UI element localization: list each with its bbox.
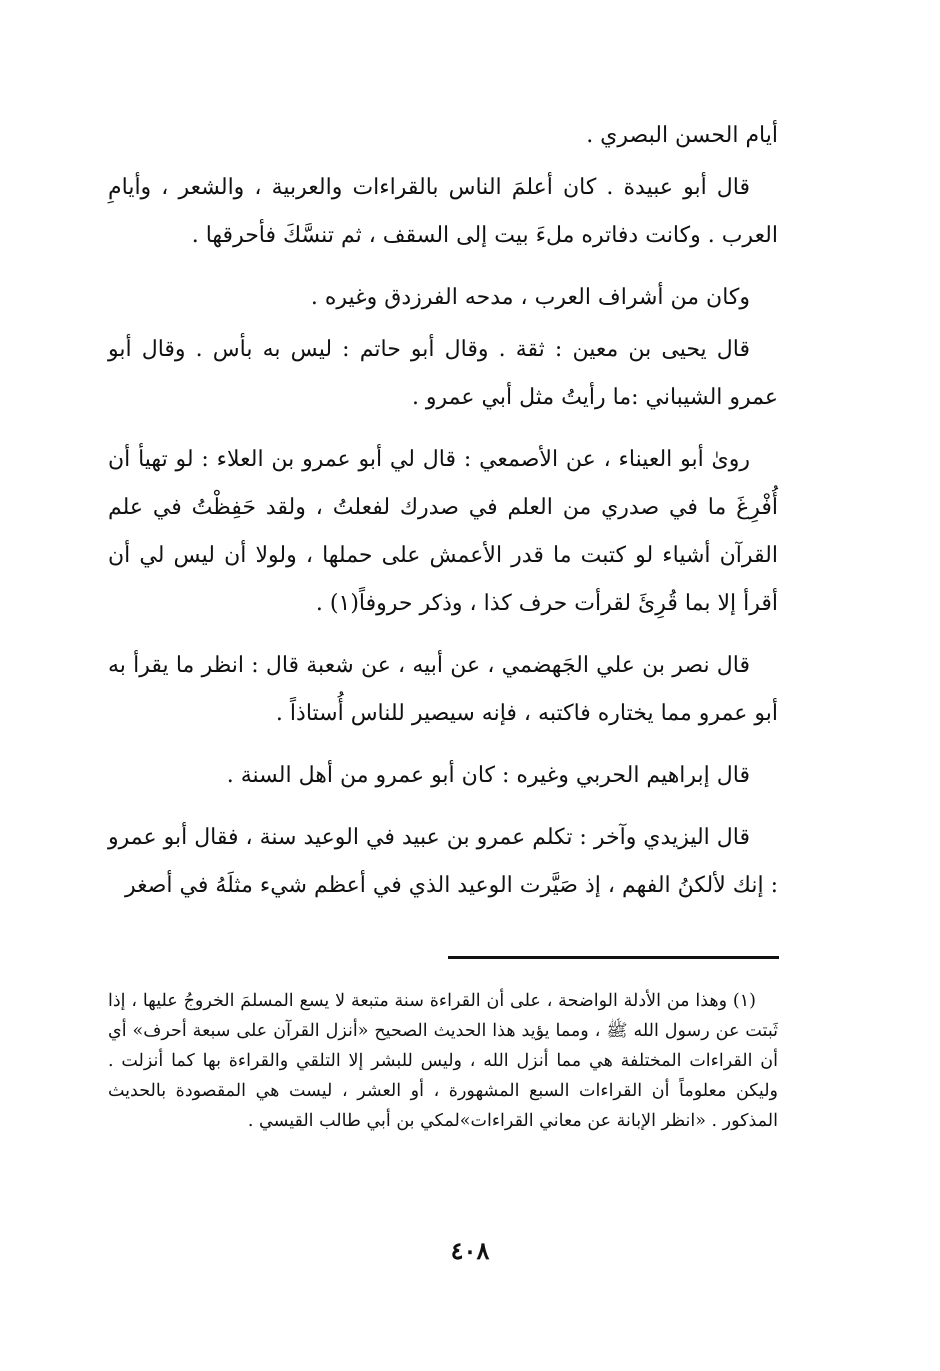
paragraph-ibrahim-harbi: قال إبراهيم الحربي وغيره : كان أبو عمرو من أهل السنة . — [226, 763, 750, 788]
footnote-1: (١) وهذا من الأدلة الواضحة ، على أن القراءة سنة متبعة لا يسع المسلمَ الخروجُ عليها ، إذا ثَبتت عن رسول الله ﷺ ، ومما يؤيد هذا الحديث الصحيح «أنزل القرآن على سبعة أحرف» أي أن القراءات المختلفة هي مما أنزل الله ، وليس للبشر إلا التلقي والقراءة بها كما أنزلت . وليكن معلوماً أن القراءات السبع المشهورة ، أو العشر ، ليست هي المقصودة بالحديث المذكور . «انظر الإبانة عن معاني القراءات»لمكي بن أبي طالب القيسي . — [108, 991, 778, 1131]
footnote-reference: (١) . — [315, 591, 359, 616]
paragraph-yahya-ibn-main: قال يحيى بن معين : ثقة . وقال أبو حاتم : ليس به بأس . وقال أبو عمرو الشيباني :ما رأيتُ مثل أبي عمرو . — [108, 337, 778, 410]
paragraph-asmai-text: روىٰ أبو العيناء ، عن الأصمعي : قال لي أبو عمرو بن العلاء : لو تهيأ أن أُفْرِغَ ما في صدري من العلم في صدرك لفعلتُ ، ولقد حَفِظْتُ في علم القرآن أشياء لو كتبت ما قدر الأعمش على حملها ، ولولا أن ليس لي أن أقرأ إلا بما قُرِئَ لقرأت حرف كذا ، وذكر حروفاً — [108, 447, 778, 616]
paragraph-farazdaq: وكان من أشراف العرب ، مدحه الفرزدق وغيره . — [310, 285, 750, 310]
paragraph-asmai — [108, 436, 778, 628]
page-number: ٤٠٨ — [450, 1236, 490, 1265]
paragraph-nasr-ibn-ali: قال نصر بن علي الجَهضمي ، عن أبيه ، عن شعبة قال : انظر ما يقرأ به أبو عمرو مما يختاره فاكتبه ، فإنه سيصير للناس أُستاذاً . — [108, 653, 778, 726]
footnotes — [108, 986, 778, 1136]
footnote-separator — [448, 956, 779, 959]
paragraph-abu-ubaida: قال أبو عبيدة . كان أعلمَ الناس بالقراءات والعربية ، والشعر ، وأيامِ العرب . وكانت دفاتره ملءَ بيت إلى السقف ، ثم تنسَّكَ فأحرقها . — [108, 175, 778, 248]
paragraph-yazidi: قال اليزيدي وآخر : تكلم عمرو بن عبيد في الوعيد سنة ، فقال أبو عمرو : إنك لألكنُ الفهم ، إذ صَيَّرت الوعيد الذي في أعظم شيء مثلَهُ في أصغر — [108, 825, 778, 898]
paragraph-continuation: أيام الحسن البصري . — [586, 123, 778, 148]
main-text — [108, 112, 778, 924]
